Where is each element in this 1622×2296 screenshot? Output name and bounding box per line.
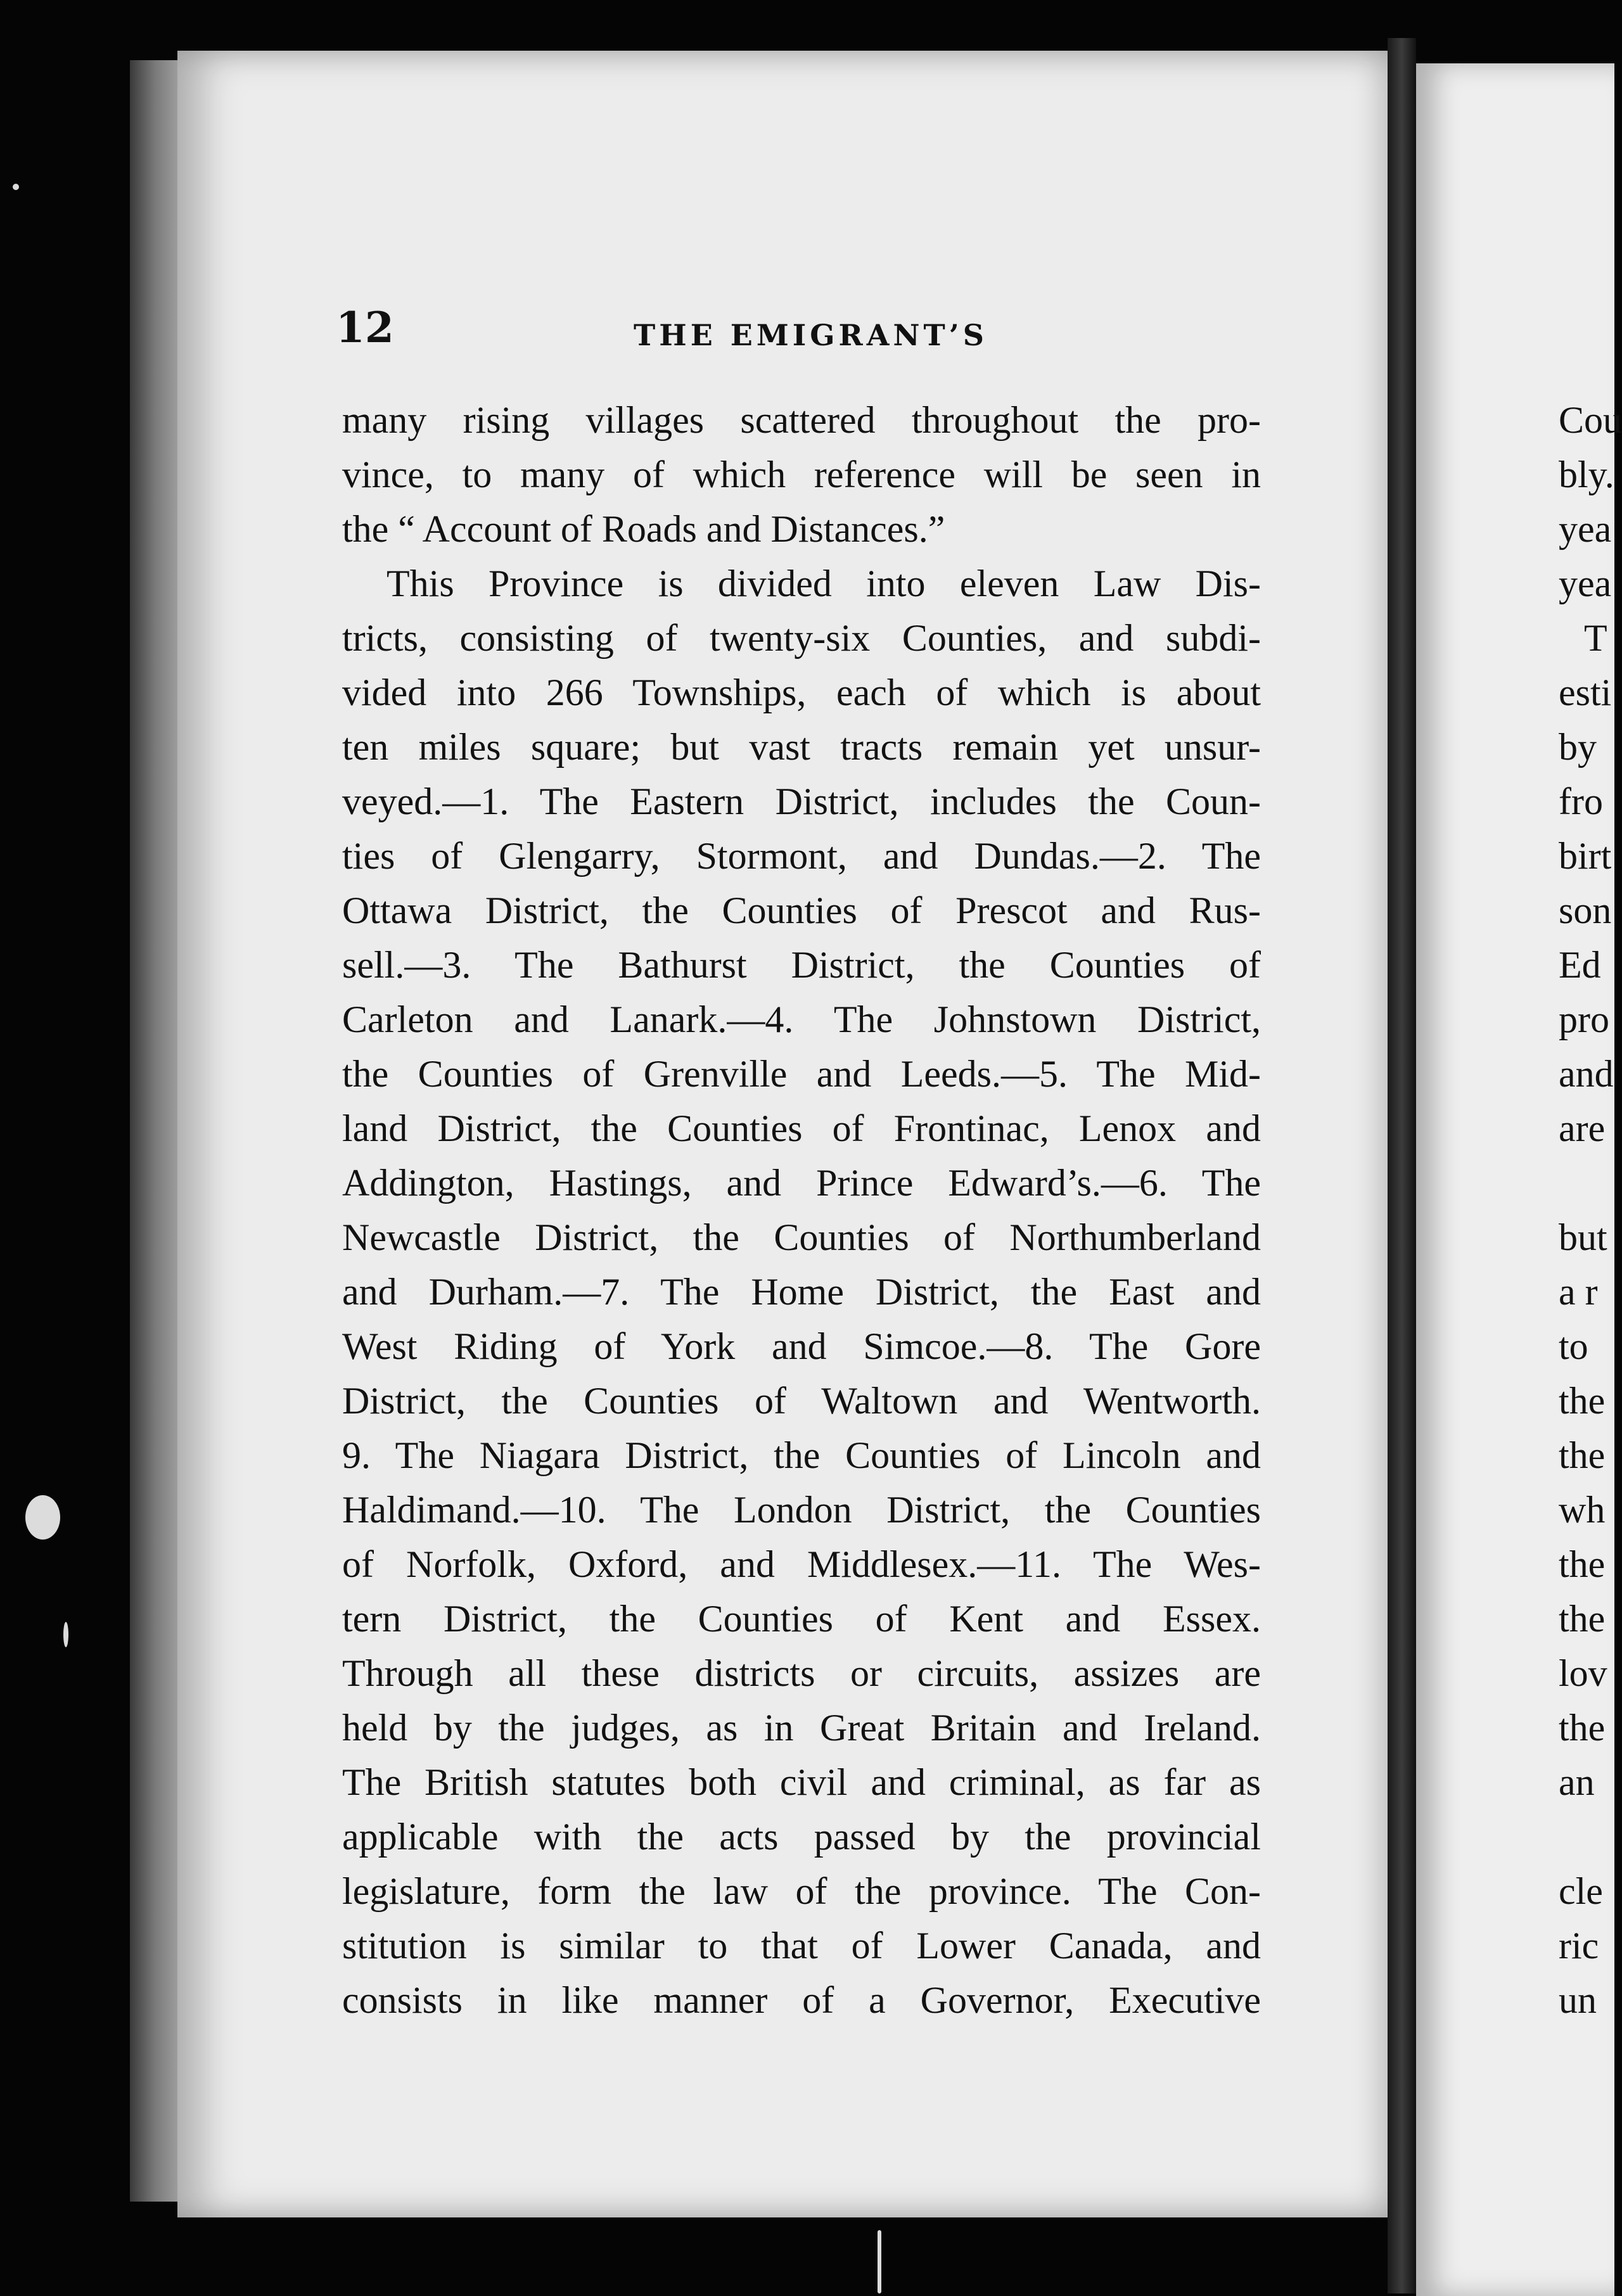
text-line: vided into 266 Townships, each of which is about bbox=[342, 672, 1261, 713]
facing-page-fragment: the bbox=[1559, 1434, 1606, 1476]
text-line: West Riding of York and Simcoe.—8. The Gore bbox=[342, 1325, 1261, 1367]
facing-page-fragment: by bbox=[1559, 726, 1597, 768]
facing-page-fragment: Ed bbox=[1559, 944, 1601, 986]
scan-speck bbox=[25, 1495, 60, 1540]
facing-page-fragment: the bbox=[1559, 1598, 1606, 1640]
facing-page-fragment: and bbox=[1559, 1053, 1614, 1095]
scan-speck bbox=[13, 184, 19, 190]
text-line: of Norfolk, Oxford, and Middlesex.—11. The Wes- bbox=[342, 1543, 1261, 1585]
text-line: The British statutes both civil and criminal, as far as bbox=[342, 1761, 1261, 1803]
text-line: sell.—3. The Bathurst District, the Counties of bbox=[342, 944, 1261, 986]
scan-speck bbox=[63, 1622, 68, 1647]
facing-page-fragment: a r bbox=[1559, 1271, 1598, 1313]
book-spine bbox=[1388, 38, 1416, 2293]
text-line: 9. The Niagara District, the Counties of Lincoln and bbox=[342, 1434, 1261, 1476]
text-line: legislature, form the law of the province. The Con- bbox=[342, 1870, 1261, 1912]
text-line: District, the Counties of Waltown and Wentworth. bbox=[342, 1380, 1261, 1422]
text-line: held by the judges, as in Great Britain and Ireland. bbox=[342, 1707, 1261, 1749]
text-line: Addington, Hastings, and Prince Edward’s.—6. The bbox=[342, 1162, 1261, 1204]
facing-page-fragment: pro bbox=[1559, 998, 1609, 1040]
facing-page-fragment: lov bbox=[1559, 1652, 1607, 1694]
text-line: ten miles square; but vast tracts remain yet unsur- bbox=[342, 726, 1261, 768]
facing-page-fragment: cle bbox=[1559, 1870, 1603, 1912]
facing-page-fragment: un bbox=[1559, 1979, 1597, 2021]
facing-page-fragment: Cou bbox=[1559, 399, 1622, 441]
text-line: Newcastle District, the Counties of Northumberland bbox=[342, 1216, 1261, 1258]
text-line: ties of Glengarry, Stormont, and Dundas.—2. The bbox=[342, 835, 1261, 877]
text-line: Ottawa District, the Counties of Prescot and Rus- bbox=[342, 890, 1261, 931]
text-line: land District, the Counties of Frontinac, Lenox and bbox=[342, 1107, 1261, 1149]
text-line: and Durham.—7. The Home District, the East and bbox=[342, 1271, 1261, 1313]
facing-page-fragment: ric bbox=[1559, 1925, 1599, 1967]
body-text bbox=[342, 393, 1261, 2027]
facing-page-fragment: fro bbox=[1559, 781, 1603, 822]
text-line: many rising villages scattered throughout the pro- bbox=[342, 399, 1261, 441]
text-line: tern District, the Counties of Kent and Essex. bbox=[342, 1598, 1261, 1640]
facing-page-fragment: esti bbox=[1559, 672, 1612, 713]
facing-page-fragment: to bbox=[1559, 1325, 1588, 1367]
text-line: consists in like manner of a Governor, Executive bbox=[342, 1979, 1261, 2021]
facing-page-fragment bbox=[1559, 1809, 1614, 1864]
facing-page-fragment: the bbox=[1559, 1380, 1606, 1422]
text-line: vince, to many of which reference will be seen in bbox=[342, 454, 1261, 495]
scan-speck bbox=[878, 2230, 881, 2293]
facing-page-fragment: an bbox=[1559, 1761, 1595, 1803]
text-line: Through all these districts or circuits, assizes are bbox=[342, 1652, 1261, 1694]
running-head bbox=[336, 298, 1261, 367]
facing-page-fragment: wh bbox=[1559, 1489, 1606, 1531]
page-number: 12 bbox=[336, 303, 394, 352]
text-line: Haldimand.—10. The London District, the Counties bbox=[342, 1489, 1261, 1531]
facing-page-fragment: yea bbox=[1559, 508, 1612, 550]
facing-page-fragment: birt bbox=[1559, 835, 1612, 877]
text-line: the Counties of Grenville and Leeds.—5. The Mid- bbox=[342, 1053, 1261, 1095]
facing-page-fragment: T bbox=[1584, 617, 1607, 659]
text-line: Carleton and Lanark.—4. The Johnstown District, bbox=[342, 998, 1261, 1040]
running-head-title: THE EMIGRANT’S bbox=[634, 318, 988, 352]
facing-page-fragment: son bbox=[1559, 890, 1612, 931]
text-line: veyed.—1. The Eastern District, includes the Coun- bbox=[342, 781, 1261, 822]
facing-page-fragment: the bbox=[1559, 1707, 1606, 1749]
text-line: tricts, consisting of twenty-six Counties, and subdi- bbox=[342, 617, 1261, 659]
facing-page-fragment: yea bbox=[1559, 563, 1612, 604]
text-line: stitution is similar to that of Lower Canada, and bbox=[342, 1925, 1261, 1967]
facing-page-fragment: are bbox=[1559, 1107, 1606, 1149]
text-line: This Province is divided into eleven Law Dis- bbox=[386, 563, 1261, 604]
facing-page-fragment: but bbox=[1559, 1216, 1607, 1258]
facing-page-fragment bbox=[1559, 1156, 1614, 1210]
facing-page-fragment: the bbox=[1559, 1543, 1606, 1585]
facing-page-text bbox=[1559, 393, 1622, 2027]
text-line: the “ Account of Roads and Distances.” bbox=[342, 508, 945, 550]
text-line: applicable with the acts passed by the provincial bbox=[342, 1816, 1261, 1858]
facing-page-fragment: bly. bbox=[1559, 454, 1614, 495]
